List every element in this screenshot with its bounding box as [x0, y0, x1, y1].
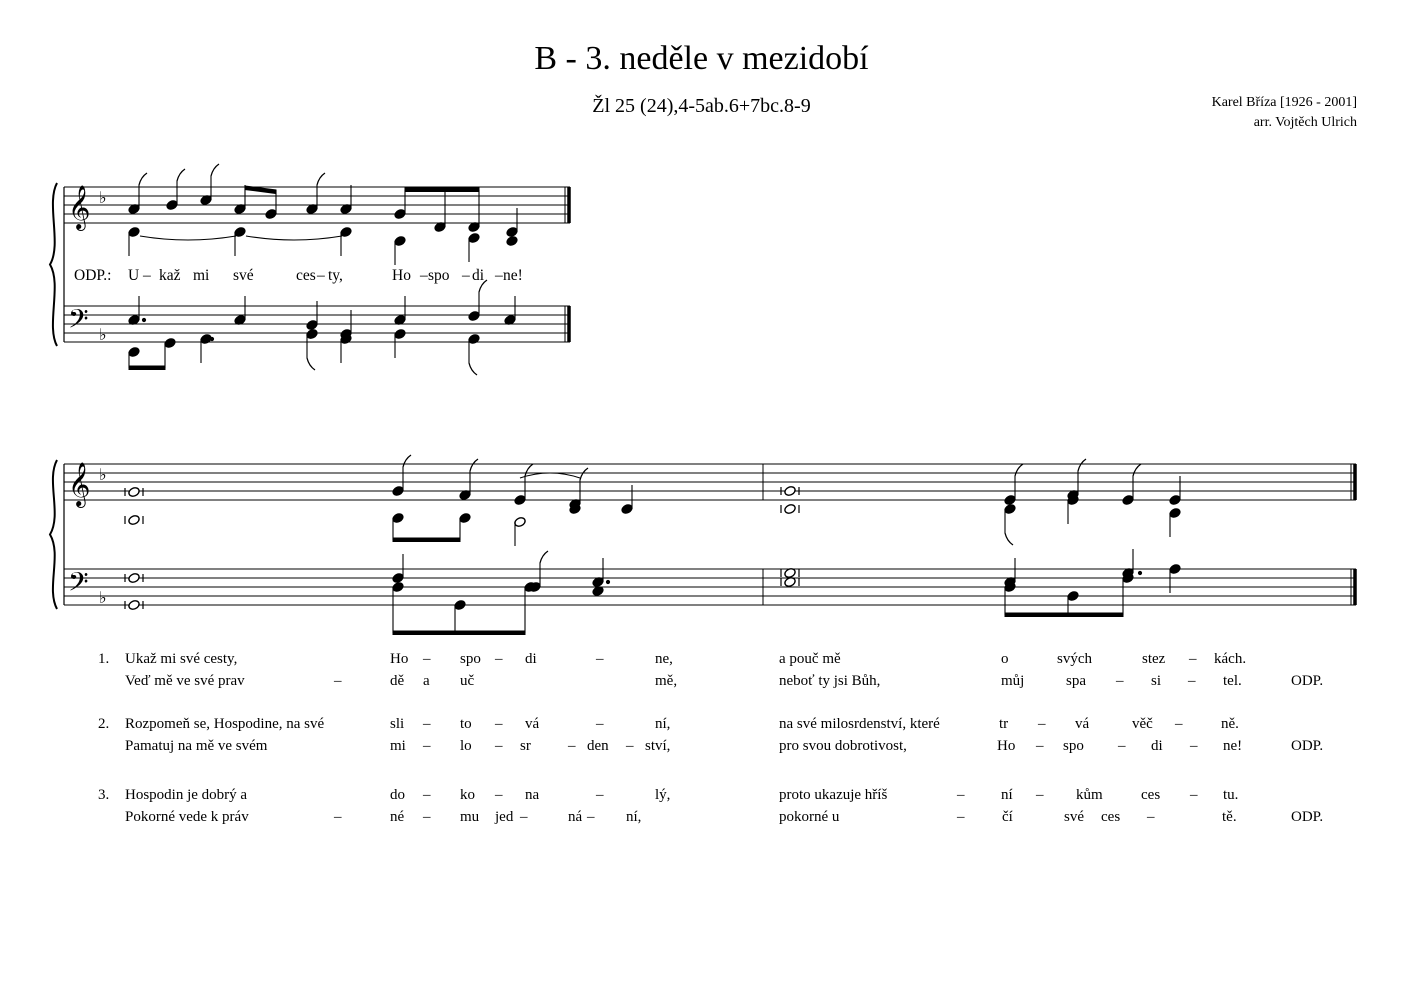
beam — [393, 538, 460, 542]
verse-syllable: ko — [460, 787, 475, 803]
response-cue: ODP. — [1291, 673, 1324, 689]
verse-syllable: věč — [1132, 716, 1153, 732]
verse-syllable: vá — [1075, 716, 1090, 732]
verse-syllable: ná — [568, 809, 583, 825]
verse-syllable: lý, — [655, 787, 671, 803]
response-syllable: U — [128, 267, 140, 284]
response-syllable: – — [143, 267, 151, 284]
augmentation-dot — [210, 337, 213, 340]
verse-syllable: – — [1116, 673, 1124, 689]
verse-syllable: di — [525, 651, 537, 667]
verse-syllable: do — [390, 787, 405, 803]
verse-syllable: ne, — [655, 651, 673, 667]
alto-note — [506, 235, 519, 247]
response-syllable: spo — [428, 267, 450, 284]
verse-syllable: Ho — [997, 738, 1016, 754]
verse-text: Pamatuj na mě ve svém — [125, 738, 268, 754]
verse-syllable: sr — [520, 738, 531, 754]
tie — [246, 236, 342, 240]
bass-clef: 𝄢 — [68, 303, 89, 341]
note-flag — [403, 455, 411, 467]
verse-syllable: – — [1118, 738, 1126, 754]
verse-text: Rozpomeň se, Hospodine, na své — [125, 716, 325, 732]
verse-syllable: spo — [1063, 738, 1084, 754]
response-syllable: di — [472, 267, 485, 284]
hyphen: – — [334, 673, 342, 689]
verse-syllable: spo — [460, 651, 481, 667]
verse-syllable: den — [587, 738, 609, 754]
note-flag — [580, 468, 588, 480]
verse-text: na své milosrdenství, které — [779, 716, 940, 732]
verse-syllable: – — [495, 716, 503, 732]
verse-syllable: čí — [1002, 809, 1013, 825]
note-flag — [469, 363, 477, 375]
beam — [1005, 613, 1123, 617]
brace — [50, 460, 57, 609]
verse-syllable: to — [460, 716, 472, 732]
verse-syllable: – — [587, 809, 595, 825]
breve-notehead — [128, 486, 141, 498]
verse-syllable: – — [423, 716, 431, 732]
verse-syllable: – — [957, 787, 965, 803]
tie — [140, 236, 236, 240]
augmentation-dot — [606, 580, 609, 583]
verse-syllable: mi — [390, 738, 406, 754]
response-syllable: – — [420, 267, 428, 284]
verse-syllable: – — [596, 716, 604, 732]
verse-syllable: ne! — [1223, 738, 1243, 754]
verse-syllable: – — [1036, 787, 1044, 803]
verse-syllable: svých — [1057, 651, 1092, 667]
psalm-reference: Žl 25 (24),4-5ab.6+7bc.8-9 — [592, 95, 811, 117]
verse-syllable: ní — [1001, 787, 1013, 803]
augmentation-dot — [142, 318, 145, 321]
verse-syllable: ces — [1101, 809, 1121, 825]
response-label: ODP.: — [74, 267, 112, 284]
verse-syllable: mě, — [655, 673, 678, 689]
breve-notehead — [784, 485, 797, 497]
verse-syllable: ces — [1141, 787, 1161, 803]
verse-text: Veď mě ve své prav — [125, 673, 245, 689]
verse-syllable: o — [1001, 651, 1009, 667]
verse-number: 1. — [98, 651, 110, 667]
response-syllable: ne! — [503, 267, 523, 284]
verse-syllable: ně. — [1221, 716, 1239, 732]
verse-syllable: – — [1038, 716, 1046, 732]
verse-syllable: – — [596, 787, 604, 803]
note-flag — [211, 164, 219, 176]
verse-syllable: tr — [999, 716, 1009, 732]
note-flag — [307, 358, 315, 370]
verse-syllable: lo — [460, 738, 472, 754]
note-flag — [1133, 464, 1141, 476]
verse-syllable: tu. — [1223, 787, 1239, 803]
verse-syllable: – — [495, 787, 503, 803]
verse-text: pro svou dobrotivost, — [779, 738, 907, 754]
treble-clef: 𝄞 — [68, 185, 91, 229]
verse-syllable: – — [423, 809, 431, 825]
response-syllable: Ho — [392, 267, 411, 284]
verse-syllable: né — [390, 809, 405, 825]
verse-syllable: kách. — [1214, 651, 1247, 667]
note-flag — [317, 173, 325, 185]
key-signature-flat: ♭ — [99, 465, 107, 484]
verse-text: Hospodin je dobrý a — [125, 787, 248, 803]
note-flag — [139, 173, 147, 185]
verse-text: Ukaž mi své cesty, — [125, 651, 238, 667]
response-cue: ODP. — [1291, 809, 1324, 825]
verse-syllable: ství, — [645, 738, 671, 754]
note-flag — [470, 459, 478, 471]
bass-clef: 𝄢 — [68, 566, 89, 604]
key-signature-flat: ♭ — [99, 325, 107, 344]
verse-text: Pokorné vede k práv — [125, 809, 249, 825]
verse-syllable: – — [1175, 716, 1183, 732]
verse-syllable: na — [525, 787, 540, 803]
breve-notehead — [128, 514, 141, 526]
breve-notehead — [784, 503, 797, 515]
key-signature-flat: ♭ — [99, 588, 107, 607]
verse-syllable: di — [1151, 738, 1163, 754]
verse-syllable: – — [1189, 651, 1197, 667]
verse-text: a pouč mě — [779, 651, 841, 667]
verse-syllable: – — [423, 738, 431, 754]
verse-number: 3. — [98, 787, 110, 803]
response-syllable: ces — [296, 267, 316, 284]
verse-syllable: uč — [460, 673, 475, 689]
verse-syllable: tě. — [1222, 809, 1237, 825]
verse-syllable: – — [957, 809, 965, 825]
note-flag — [177, 169, 185, 181]
verse-syllable: sli — [390, 716, 405, 732]
verse-syllable: spa — [1066, 673, 1086, 689]
note-flag — [1015, 464, 1023, 476]
verse-syllable: si — [1151, 673, 1162, 689]
note-flag — [525, 464, 533, 476]
verse-syllable: – — [423, 651, 431, 667]
brace — [50, 183, 57, 346]
verse-syllable: – — [423, 787, 431, 803]
verse-syllable: – — [495, 651, 503, 667]
treble-clef: 𝄞 — [68, 462, 91, 506]
verse-text: pokorné u — [779, 809, 840, 825]
tie — [520, 473, 580, 478]
key-signature-flat: ♭ — [99, 188, 107, 207]
verse-syllable: – — [568, 738, 576, 754]
beam — [405, 188, 479, 192]
verse-syllable: – — [626, 738, 634, 754]
response-syllable: – — [495, 267, 503, 284]
verse-number: 2. — [98, 716, 110, 732]
verse-syllable: – — [495, 738, 503, 754]
note-flag — [540, 551, 548, 563]
beam — [129, 366, 165, 370]
verse-syllable: dě — [390, 673, 405, 689]
verse-syllable: své — [1064, 809, 1084, 825]
note-flag — [1005, 533, 1013, 545]
composer: Karel Bříza [1926 - 2001] — [1211, 95, 1357, 110]
verse-syllable: – — [1188, 673, 1196, 689]
verse-syllable: – — [1147, 809, 1155, 825]
verse-syllable: můj — [1001, 673, 1025, 689]
verse-syllable: stez — [1142, 651, 1166, 667]
response-syllable: mi — [193, 267, 210, 284]
verse-syllable: – — [520, 809, 528, 825]
verse-text: proto ukazuje hříš — [779, 787, 888, 803]
verse-syllable: – — [1036, 738, 1044, 754]
verse-syllable: vá — [525, 716, 540, 732]
response-cue: ODP. — [1291, 738, 1324, 754]
page-title: B - 3. neděle v mezidobí — [534, 40, 869, 77]
verse-syllable: – — [1190, 738, 1198, 754]
verse-syllable: jed — [495, 809, 514, 825]
response-syllable: – — [317, 267, 325, 284]
verse-syllable: tel. — [1223, 673, 1242, 689]
verse-syllable: – — [1190, 787, 1198, 803]
verse-text: neboť ty jsi Bůh, — [779, 673, 881, 689]
response-syllable: ty, — [328, 267, 343, 284]
response-syllable: kaž — [159, 267, 181, 284]
verse-syllable: kům — [1076, 787, 1103, 803]
note-flag — [1078, 459, 1086, 471]
arranger: arr. Vojtěch Ulrich — [1253, 115, 1357, 130]
breve-notehead — [128, 572, 141, 584]
verse-syllable: Ho — [390, 651, 409, 667]
response-syllable: své — [233, 267, 254, 284]
verse-syllable: a — [423, 673, 430, 689]
verse-syllable: – — [596, 651, 604, 667]
verse-syllable: mu — [460, 809, 480, 825]
beam — [393, 631, 525, 635]
response-syllable: – — [462, 267, 470, 284]
verse-syllable: ní, — [655, 716, 671, 732]
hyphen: – — [334, 809, 342, 825]
verse-syllable: ní, — [626, 809, 642, 825]
augmentation-dot — [1138, 571, 1141, 574]
breve-notehead — [128, 599, 141, 611]
